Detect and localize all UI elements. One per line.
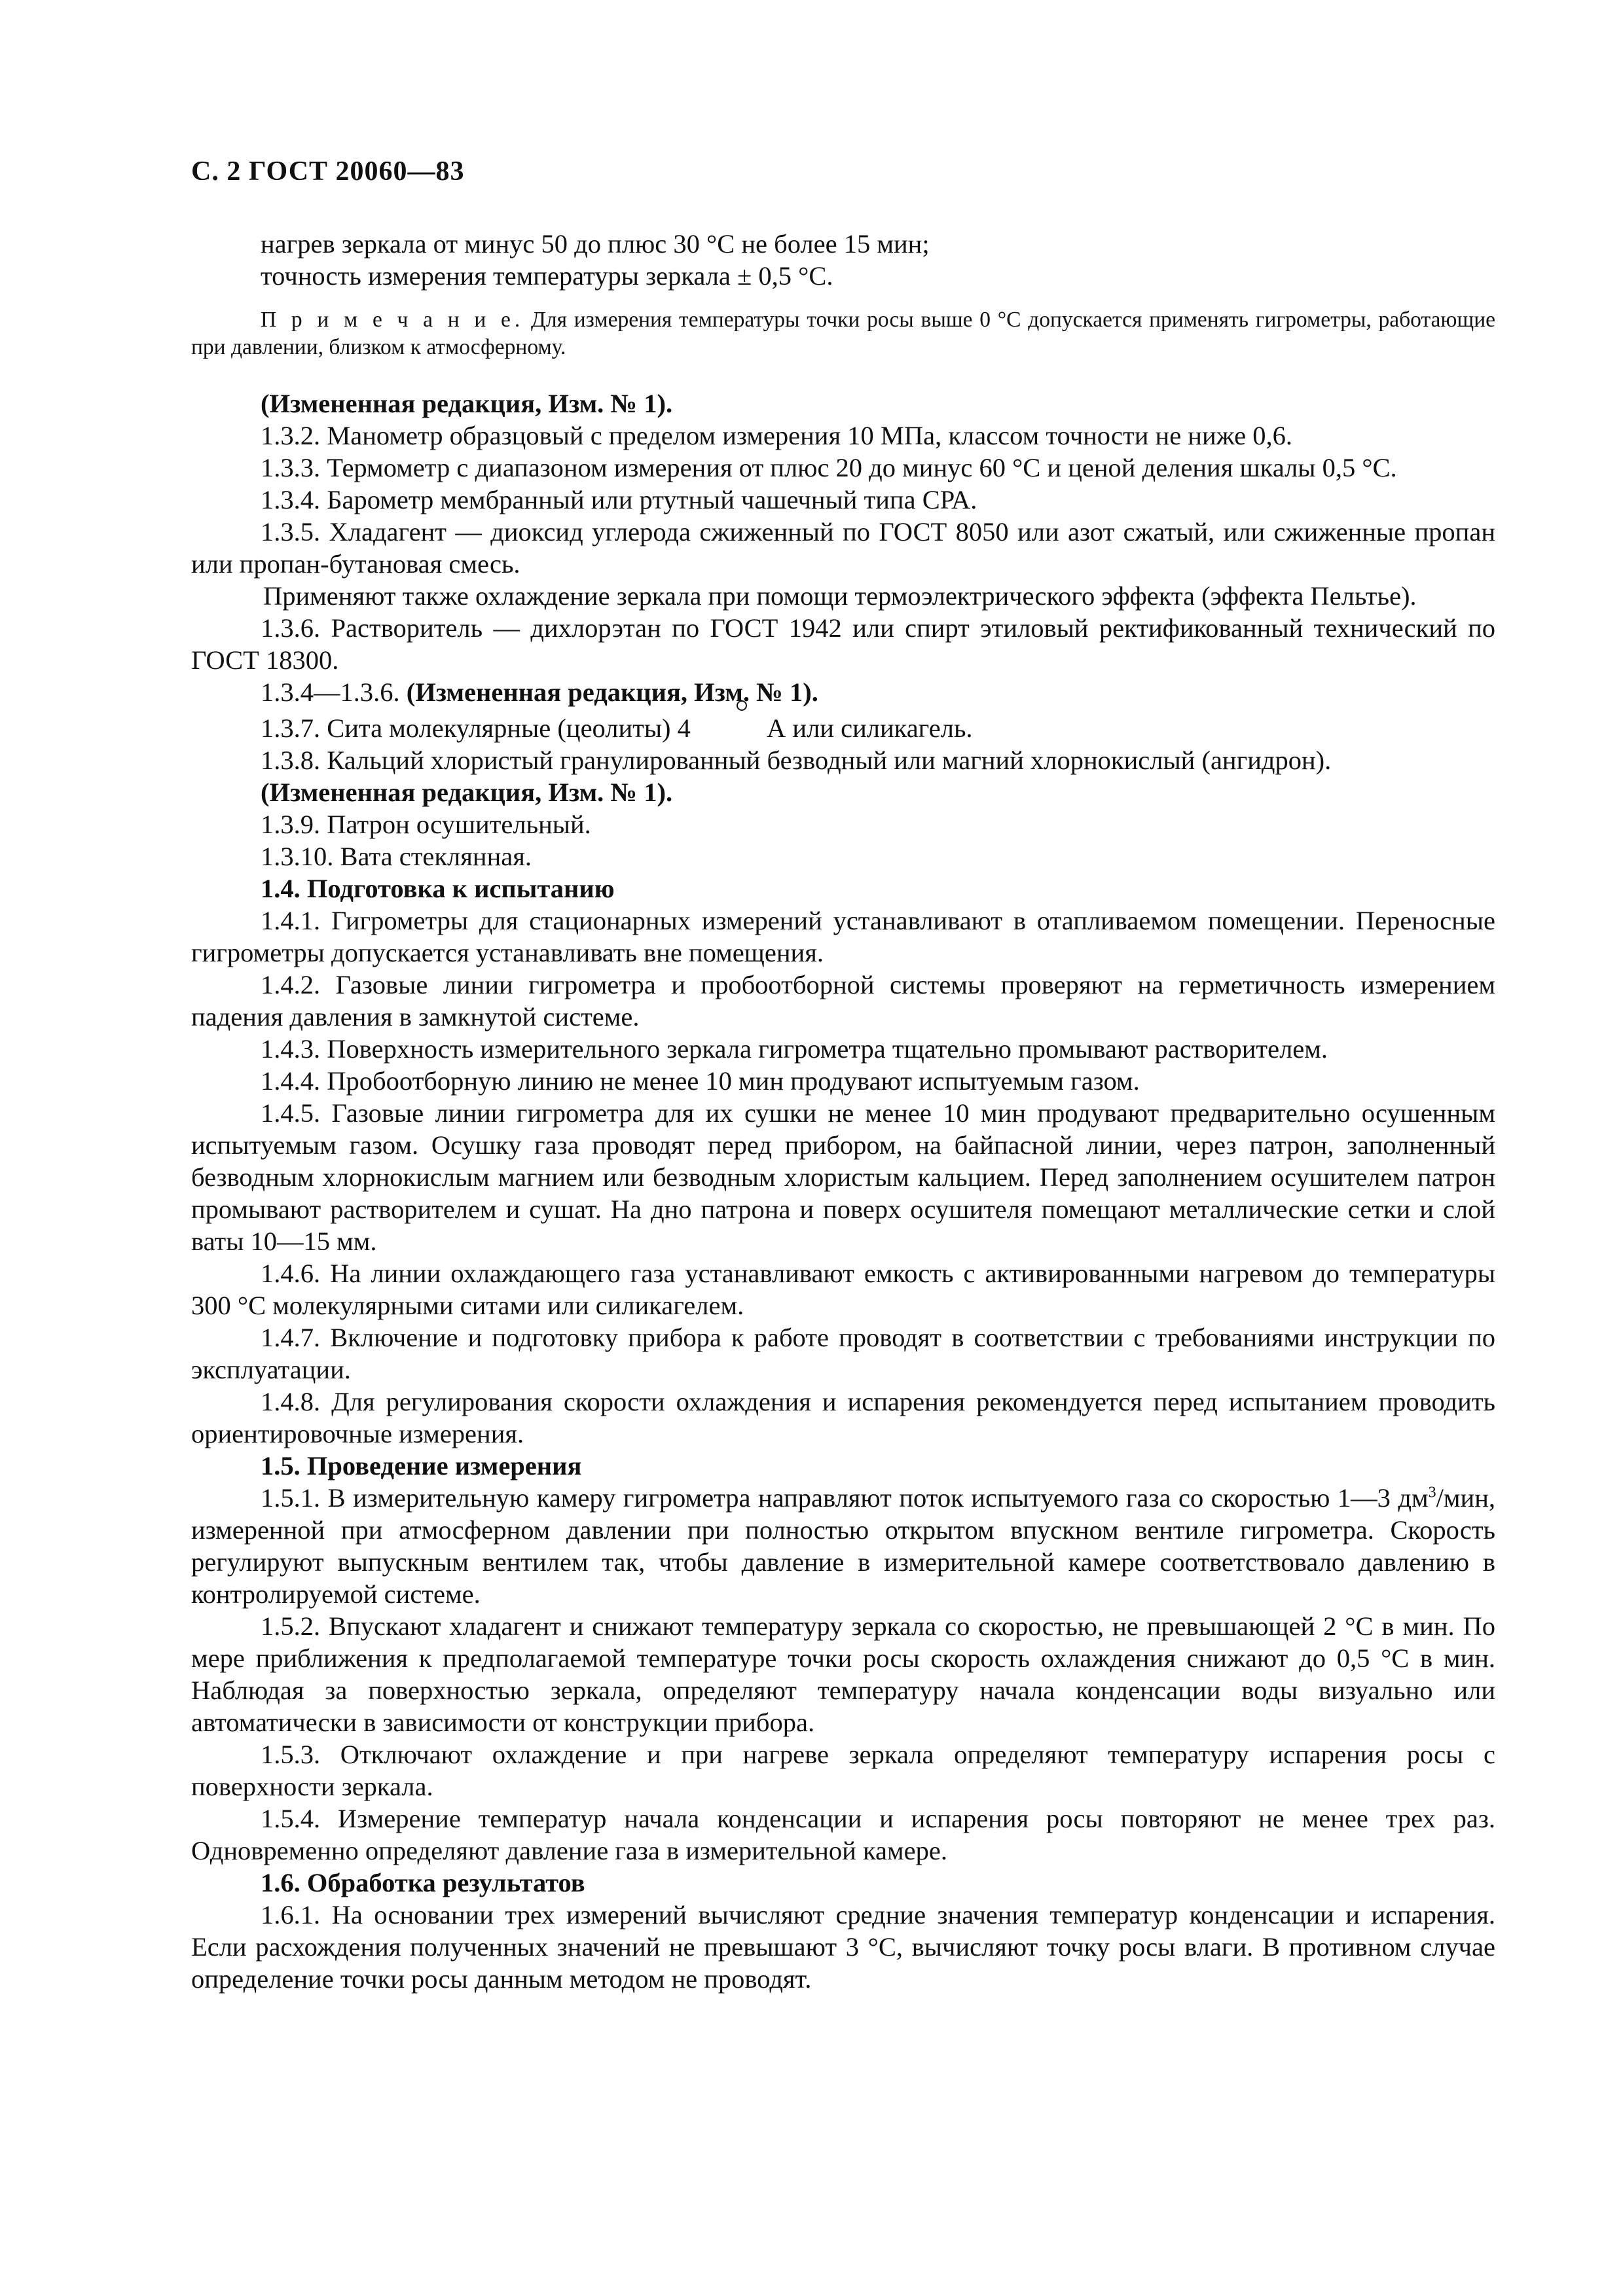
amendment-note-1: (Измененная редакция, Изм. № 1). <box>261 389 673 418</box>
sieve-text-end: или силикагель. <box>786 713 973 743</box>
paragraph-1-4-6: 1.4.6. На линии охлаждающего газа устанавливают емкость с активированными нагревом до температуры 300 °С молекулярными ситами или силикагелем. <box>191 1259 1495 1320</box>
flow-text: 1.5.1. В измерительную камеру гигрометра направляют поток испытуемого газа со скоростью 1—3 дм <box>261 1483 1429 1513</box>
section-heading-1-6: 1.6. Обработка результатов <box>261 1868 585 1897</box>
amendment-note-2: (Измененная редакция, Изм. № 1). <box>261 778 673 807</box>
note-label: П р и м е ч а н и е. <box>261 308 524 332</box>
paragraph-1-3-2: 1.3.2. Манометр образцовый с пределом измерения 10 МПа, классом точности не ниже 0,6. <box>261 421 1292 450</box>
paragraph-1-5-4: 1.5.4. Измерение температур начала конденсации и испарения росы повторяют не менее трех раз. Одновременно определяют давление газа в измерительной камере. <box>191 1804 1495 1865</box>
paragraph-1-5-3: 1.5.3. Отключают охлаждение и при нагреве зеркала определяют температуру испарения росы с поверхности зеркала. <box>191 1740 1495 1801</box>
paragraph-1-6-1: 1.6.1. На основании трех измерений вычисляют средние значения температур конденсации и испарения. Если расхождения полученных значений не превышают 3 °С, вычисляют точку росы влаги. В противном случае определение точки росы данным методом не проводят. <box>191 1900 1495 1994</box>
paragraph-1-3-4: 1.3.4. Барометр мембранный или ртутный чашечный типа СРА. <box>261 485 977 514</box>
paragraph-1-3-4-6-amend <box>191 676 1495 708</box>
paragraph-1-4-1: 1.4.1. Гигрометры для стационарных измерений устанавливают в отапливаемом помещении. Переносные гигрометры допускается устанавливать вне помещения. <box>191 906 1495 967</box>
paragraph-1-4-2: 1.4.2. Газовые линии гигрометра и пробоотборной системы проверяют на герметичность измерением падения давления в замкнутой системе. <box>191 970 1495 1031</box>
section-heading-1-4: 1.4. Подготовка к испытанию <box>261 874 615 903</box>
paragraph-1-3-5: 1.3.5. Хладагент — диоксид углерода сжиженный по ГОСТ 8050 или азот сжатый, или сжиженные пропан или пропан-бутановая смесь. <box>191 517 1495 579</box>
document-body <box>191 228 1495 1995</box>
paragraph-peltier: Применяют также охлаждение зеркала при помощи термоэлектрического эффекта (эффекта Пельтье). <box>263 581 1417 611</box>
paragraph-heating: нагрев зеркала от минус 50 до плюс 30 °С не более 15 мин; <box>261 229 930 259</box>
note-paragraph <box>191 306 1495 361</box>
paragraph-1-4-8: 1.4.8. Для регулирования скорости охлаждения и испарения рекомендуется перед испытанием проводить ориентировочные измерения. <box>191 1387 1495 1448</box>
paragraph-1-3-10: 1.3.10. Вата стеклянная. <box>261 842 532 871</box>
range-amendment: (Измененная редакция, Изм. № 1). <box>406 677 818 707</box>
angstrom-symbol: А <box>697 712 786 744</box>
paragraph-1-4-3: 1.4.3. Поверхность измерительного зеркала гигрометра тщательно промывают растворителем. <box>261 1034 1328 1064</box>
paragraph-1-4-7: 1.4.7. Включение и подготовку прибора к работе проводят в соответствии с требованиями инструкции по эксплуатации. <box>191 1323 1495 1384</box>
sieve-text: 1.3.7. Сита молекулярные (цеолиты) 4 <box>261 713 691 743</box>
paragraph-accuracy: точность измерения температуры зеркала ± 0,5 °С. <box>261 261 833 291</box>
superscript-3: 3 <box>1428 1484 1436 1501</box>
paragraph-1-3-3: 1.3.3. Термометр с диапазоном измерения от плюс 20 до минус 60 °С и ценой деления шкалы 0,5 °С. <box>261 453 1397 482</box>
paragraph-1-4-4: 1.4.4. Пробоотборную линию не менее 10 мин продувают испытуемым газом. <box>261 1066 1140 1096</box>
range-number: 1.3.4—1.3.6. <box>261 677 400 707</box>
paragraph-1-3-9: 1.3.9. Патрон осушительный. <box>261 810 591 839</box>
paragraph-1-4-5: 1.4.5. Газовые линии гигрометра для их сушки не менее 10 мин продувают предварительно осушенным испытуемым газом. Осушку газа проводят перед прибором, на байпасной линии, через патрон, заполненный безводным хлорнокислым магнием или безводным хлористым кальцием. Перед заполнением осушителем патрон промывают растворителем и сушат. На дно патрона и поверх осушителя помещают металлические сетки и слой ваты 10—15 мм. <box>191 1098 1495 1256</box>
paragraph-1-3-8: 1.3.8. Кальций хлористый гранулированный безводный или магний хлорнокислый (ангидрон). <box>261 745 1332 775</box>
section-heading-1-5: 1.5. Проведение измерения <box>261 1451 582 1480</box>
flow-text-end: /мин, измеренной при атмосферном давлении при полностью открытом впускном вентиле гигрометра. Скорость регулируют выпускным вентилем так, чтобы давление в измерительной камере соответствовало давлению в контролируемой системе. <box>191 1483 1495 1609</box>
note-text: Для измерения температуры точки росы выше 0 °С допускается применять гигрометры, работающие при давлении, близком к атмосферному. <box>191 308 1495 359</box>
page-header: С. 2 ГОСТ 20060—83 <box>191 156 465 187</box>
paragraph-1-5-2: 1.5.2. Впускают хладагент и снижают температуру зеркала со скоростью, не превышающей 2 °С в мин. По мере приближения к предполагаемой температуре точки росы скорость охлаждения снижают до 0,5 °С в мин. Наблюдая за поверхностью зеркала, определяют температуру начала конденсации воды визуально или автоматически в зависимости от конструкции прибора. <box>191 1611 1495 1737</box>
paragraph-1-3-7 <box>191 712 1495 744</box>
paragraph-1-5-1 <box>191 1482 1495 1610</box>
paragraph-1-3-6: 1.3.6. Растворитель — дихлорэтан по ГОСТ 1942 или спирт этиловый ректификованный технический по ГОСТ 18300. <box>191 613 1495 675</box>
